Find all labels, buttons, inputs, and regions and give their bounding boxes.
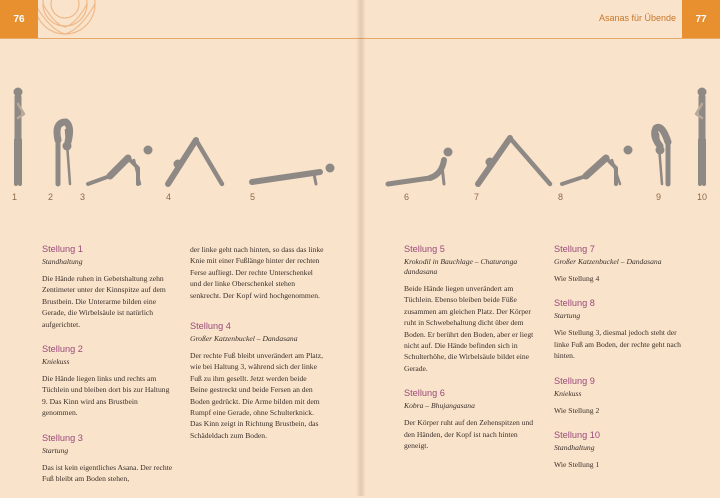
pose-7-figure [478, 138, 550, 184]
section-heading: Stellung 4 [190, 321, 231, 332]
section-heading: Stellung 9 [554, 375, 595, 386]
pose-number-9: 9 [656, 192, 662, 202]
section-heading: Stellung 3 [42, 432, 83, 443]
pose-number-1: 1 [12, 192, 18, 202]
section-heading: Stellung 2 [42, 344, 83, 355]
pose-number-6: 6 [404, 192, 410, 202]
section-text: der linke geht nach hinten, so dass das linke Knie mit einer Fußlänge hinter der rechten Ferse aufliegt. Der rechte Unterschenkel und der linke Oberschenkel stehen senkrecht. Der Kopf wird hochgenommen. [190, 245, 324, 300]
pose-number-7: 7 [474, 192, 480, 202]
mandala-ornament-icon [30, 0, 100, 38]
pose-number-5: 5 [250, 192, 256, 202]
section-text: Wie Stellung 4 [554, 274, 600, 283]
section-subtitle: Großer Katzenbuckel – Dandasana [554, 257, 662, 266]
pose-4-figure [168, 140, 222, 184]
section-text: Der rechte Fuß bleibt unverändert am Platz, wie bei Haltung 3, während sich der linke Fuß zu ihm gesellt. Jetzt werden beide Beine gestreckt und beide Fersen an den Boden gedrückt. Die Arme bilden mit dem Rumpf eine Gerade, ohne Schulterknick. Das Kinn zeigt in Richtung Brustbein, das Schädeldach zum Boden. [190, 351, 324, 440]
section-heading: Stellung 7 [554, 244, 595, 254]
section-subtitle: Startung [42, 445, 69, 455]
section-heading: Stellung 1 [42, 244, 83, 254]
section-text: Die Hände liegen links und rechts am Tüchlein und bleiben dort bis zur Haltung 9. Das Kinn wird ans Brustbein genommen. [42, 374, 170, 418]
section-text: Wie Stellung 1 [554, 460, 600, 470]
section-subtitle: Standhaltung [42, 257, 83, 266]
section-subtitle: Standhaltung [554, 443, 595, 453]
pose-number-3: 3 [80, 192, 86, 202]
pose-9-figure [655, 127, 668, 184]
pose-number-8: 8 [558, 192, 564, 202]
text-column-2 [190, 244, 324, 455]
section-text: Das ist kein eigentliches Asana. Der rechte Fuß bleibt am Boden stehen, [42, 462, 173, 484]
section-subtitle: Großer Katzenbuckel – Dandasana [190, 334, 298, 344]
pose-10-figure [696, 88, 707, 185]
section-text: Wie Stellung 2 [554, 405, 600, 415]
pose-8-figure [562, 146, 633, 185]
section-heading: Stellung 10 [554, 430, 600, 441]
section-text: Die Hände ruhen in Gebetshaltung zehn Zentimeter unter der Kinnspitze auf dem Brustbein. Die Unterarme bilden eine Gerade, die Wirbelsäule ist natürlich aufgerichtet. [42, 274, 166, 329]
pose-5-figure [252, 164, 335, 185]
page-number-left: 76 [0, 0, 38, 38]
section-subtitle: Kniekuss [554, 388, 582, 398]
pose-6-figure [388, 148, 453, 185]
section-subtitle: Krokodil in Bauchlage – Chaturanga dandasana [404, 257, 518, 276]
text-column-3 [404, 244, 538, 465]
page-number-right: 77 [682, 0, 720, 38]
sun-salutation-figures [0, 80, 720, 210]
pose-number-10: 10 [697, 192, 708, 202]
pose-number-4: 4 [166, 192, 172, 202]
text-column-4 [554, 244, 692, 484]
page-gutter [356, 0, 366, 496]
pose-1-figure [14, 88, 25, 185]
pose-number-2: 2 [48, 192, 54, 202]
section-subtitle: Kniekuss [42, 357, 70, 367]
pose-2-figure [57, 122, 72, 184]
pose-3-figure [88, 146, 153, 185]
section-subtitle: Startung [554, 311, 581, 321]
running-head: Asanas für Übende [598, 13, 676, 23]
section-subtitle: Kobra – Bhujangasana [404, 401, 475, 411]
section-text: Wie Stellung 3, diesmal jedoch steht der linke Fuß am Boden, der rechte geht nach hinten. [554, 328, 681, 361]
section-heading: Stellung 5 [404, 244, 445, 254]
section-text: Beide Hände liegen unverändert am Tüchlein. Ebenso bleiben beide Füße zusammen am gleichen Platz. Der Körper ruht in Schwebehaltung dicht über dem Boden. Er berührt den Boden, aber er liegt nicht auf. Die Hände befinden sich in Schulterhöhe, die Wirbelsäule bildet eine Gerade. [404, 284, 534, 373]
section-heading: Stellung 8 [554, 298, 595, 309]
text-column-1 [42, 244, 174, 498]
section-heading: Stellung 6 [404, 388, 445, 399]
section-text: Der Körper ruht auf den Zehenspitzen und den Händen, der Kopf ist nach hinten geneigt. [404, 418, 534, 451]
